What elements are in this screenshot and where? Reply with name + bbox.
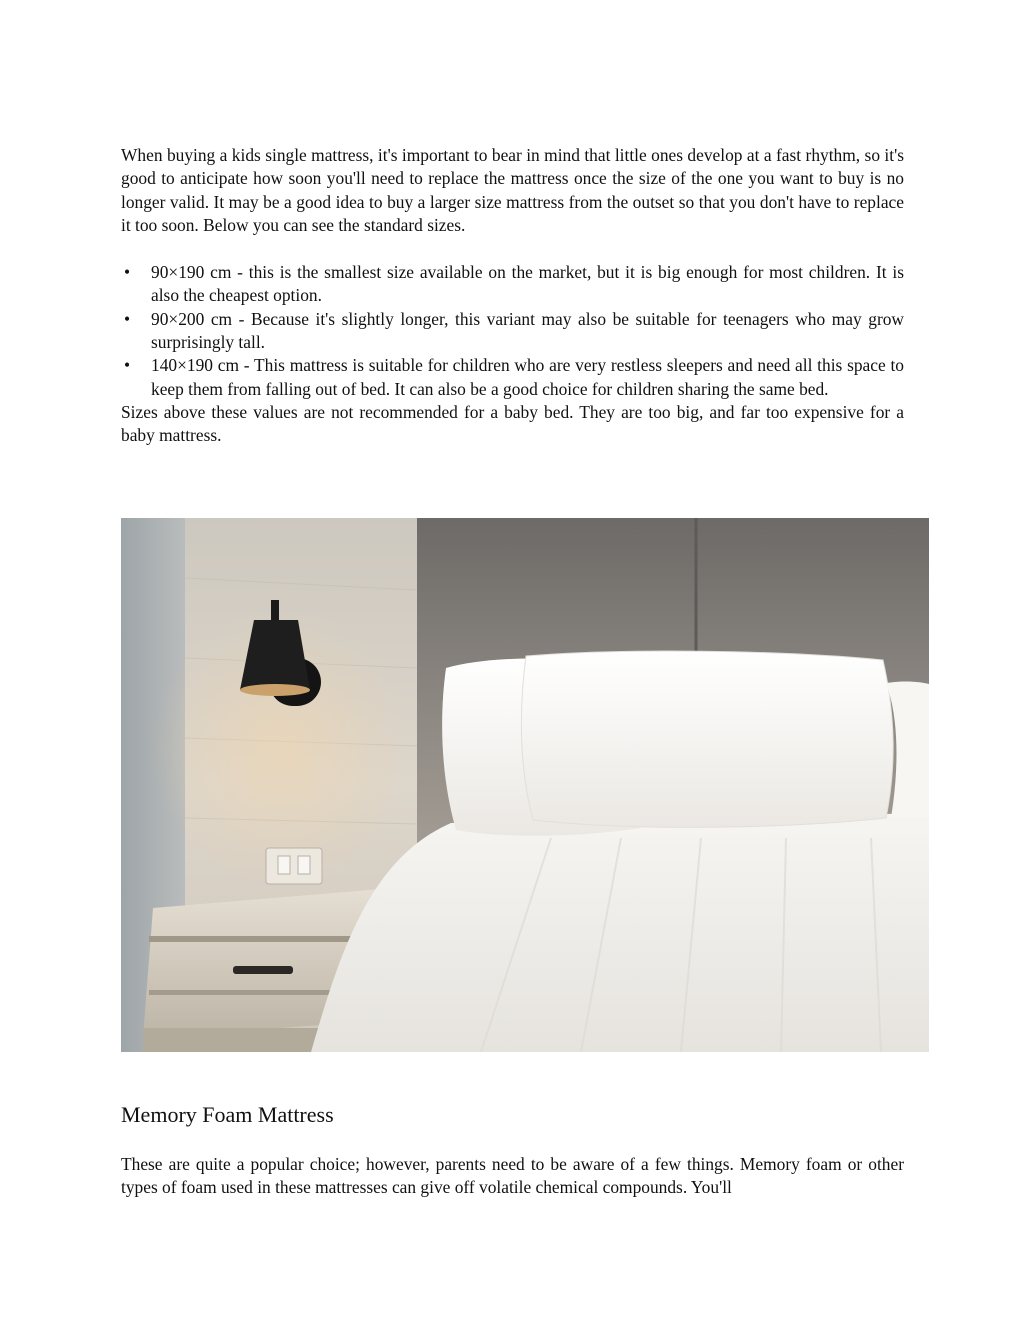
section-heading: Memory Foam Mattress [121, 1102, 334, 1127]
list-item-text: 90×190 cm - this is the smallest size available on the market, but it is big enough for most children. It is also the cheapest option. [151, 262, 904, 306]
list-item [121, 308, 904, 355]
bedroom-photo [121, 518, 929, 1052]
list-item [121, 261, 904, 308]
sizes-note-paragraph: Sizes above these values are not recommended for a baby bed. They are too big, and far too expensive for a baby mattress. [121, 401, 904, 446]
memory-foam-paragraph: These are quite a popular choice; however, parents need to be aware of a few things. Memory foam or other types of foam used in these mattresses can give off volatile chemical compounds. You'll [121, 1154, 904, 1198]
intro-paragraph: When buying a kids single mattress, it's important to bear in mind that little ones develop at a fast rhythm, so it's good to anticipate how soon you'll need to replace the mattress once the size of the one you want to buy is no longer valid. It may be a good idea to buy a larger size mattress from the outset so that you don't have to replace it too soon. Below you can see the standard sizes. [121, 145, 904, 235]
bullet-icon: • [123, 355, 131, 376]
bullet-icon: • [123, 308, 131, 329]
bullet-icon: • [123, 262, 131, 283]
document-body [121, 144, 904, 448]
bedroom-illustration [121, 518, 929, 1052]
section-body [121, 1153, 904, 1200]
list-item [121, 354, 904, 401]
list-item-text: 90×200 cm - Because it's slightly longer, this variant may also be suitable for teenagers who may grow surprisingly tall. [151, 308, 904, 353]
list-item-text: 140×190 cm - This mattress is suitable for children who are very restless sleepers and need all this space to keep them from falling out of bed. It can also be a good choice for children sharing the same bed. [151, 355, 904, 399]
size-list [121, 261, 904, 401]
